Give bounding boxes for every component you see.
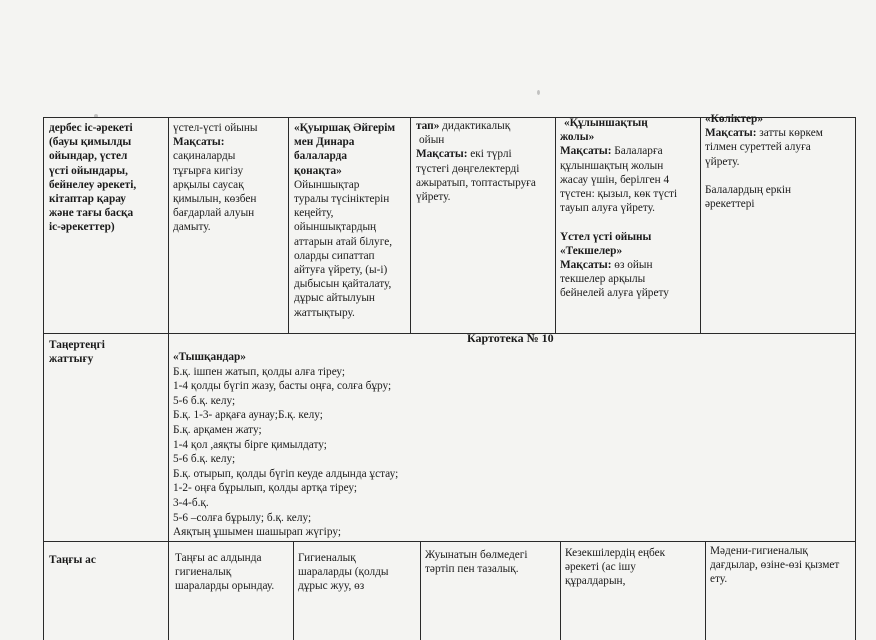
game-title: Үстел үсті ойыны	[560, 230, 652, 243]
goal-line	[560, 144, 677, 158]
card-title: Картотека № 10	[467, 331, 554, 345]
goal-text: Балаларға	[611, 145, 663, 158]
breakfast-line: дұрыс жуу, өз	[298, 580, 365, 593]
goal-line: айтуға үйрету, (ы-і)	[294, 264, 388, 277]
breakfast-line: дағдылар, өзіне-өзі қызмет	[710, 559, 840, 572]
category-line: кітаптар қарау	[49, 193, 126, 206]
scan-speck	[537, 90, 540, 95]
exercise-cell	[173, 350, 398, 540]
goal-line: тұғырға кигізу	[173, 164, 244, 177]
friday-activity-cell	[705, 112, 823, 211]
breakfast-friday-cell	[710, 544, 839, 587]
goal-line: түстегі дөңгелектерді	[416, 162, 520, 175]
breakfast-line: Кезекшілердің еңбек	[565, 547, 666, 559]
goal-line: ойыншықтардың	[294, 221, 377, 234]
exercise-step: Б.қ. ішпен жатып, қолды алға тіреу;	[173, 365, 346, 378]
game-type-text: дидактикалық	[439, 120, 511, 132]
wednesday-activity-cell	[416, 119, 536, 204]
exercise-step: 1-4 қолды бүгіп жазу, басты оңға, солға бұру;	[173, 380, 392, 393]
game-title: балаларда	[294, 150, 347, 163]
exercise-step: Б.қ. арқамен жату;	[173, 423, 262, 436]
table-rule	[705, 542, 706, 640]
goal-line: үйрету.	[705, 155, 740, 168]
thursday-activity-cell	[560, 116, 677, 301]
goal-line: жасау үшін, берілген 4	[560, 173, 670, 186]
goal-line: құлыншақтың жолын	[560, 159, 664, 172]
goal-line: дұрыс айтылуын	[294, 292, 375, 305]
free-activity-line: әрекеттері	[705, 198, 755, 211]
exercise-step: Б.қ. отырып, қолды бүгіп кеуде алдында ұстау;	[173, 467, 399, 480]
table-rule	[420, 542, 421, 640]
goal-text: затты көркем	[756, 127, 823, 140]
goal-line: дыбысын қайталату,	[294, 278, 392, 291]
table-rule	[43, 333, 856, 334]
goal-line: жаттықтыру.	[294, 306, 355, 319]
table-rule	[410, 117, 411, 333]
goal-text: өз ойын	[611, 259, 653, 272]
category-line: және тағы басқа	[49, 207, 134, 220]
breakfast-line: шараларды орындау.	[175, 580, 275, 593]
exercise-step: Аяқтың ұшымен шашырап жүгіру;	[173, 526, 341, 539]
category-line: бейнелеу әрекеті,	[49, 178, 137, 191]
category-line: (бауы қимылды	[49, 136, 132, 149]
breakfast-line: Гигиеналық	[298, 552, 356, 564]
exercise-step: 5-6 б.қ. келу;	[173, 394, 236, 407]
game-title: қонақта»	[294, 164, 342, 177]
table-rule	[293, 542, 294, 640]
table-rule	[43, 541, 856, 542]
breakfast-label	[49, 553, 96, 567]
game-type: үстел-үсті ойыны	[173, 122, 258, 134]
breakfast-line: құралдарын,	[565, 575, 626, 588]
goal-label: Мақсаты:	[560, 259, 612, 272]
category-line: іс-әрекеттер)	[49, 221, 115, 234]
exercise-title: «Тышқандар»	[173, 351, 246, 363]
game-title: мен Динара	[294, 136, 355, 149]
breakfast-line: шараларды (қолды	[298, 566, 389, 579]
goal-line: тауып алуға үйрету.	[560, 202, 655, 215]
goal-line: аттарын атай білуге,	[294, 235, 393, 248]
goal-line: туралы түсініктерін	[294, 193, 390, 206]
goal-line	[705, 126, 823, 140]
tuesday-activity-cell	[294, 121, 395, 320]
breakfast-line: әрекеті (ас ішу	[565, 561, 636, 574]
goal-line: бейнелей алуға үйрету	[560, 287, 669, 300]
row-label-line: Таңертеңгі	[49, 339, 105, 351]
breakfast-line: тәртіп пен тазалық.	[425, 563, 519, 576]
category-line: үсті ойындары,	[49, 164, 128, 177]
table-rule	[168, 117, 169, 640]
goal-line	[416, 147, 536, 161]
goal-line	[560, 258, 677, 272]
exercise-step: 1-4 қол ,аяқты бірге қимылдату;	[173, 438, 327, 451]
morning-exercise-label	[49, 338, 105, 366]
game-title: «Текшелер»	[560, 244, 623, 257]
goal-label: Мақсаты:	[705, 127, 757, 140]
spacer	[560, 215, 677, 229]
exercise-step: 5-6 б.қ. келу;	[173, 453, 236, 466]
game-title: «Қуыршақ Әйгерім	[294, 122, 396, 134]
breakfast-line: ету.	[710, 573, 728, 586]
game-title-end: тап»	[416, 120, 440, 132]
game-type	[416, 119, 536, 133]
goal-line: үйрету.	[416, 191, 451, 204]
goal-text: екі түрлі	[467, 148, 512, 161]
game-title: «Көліктер»	[705, 113, 763, 125]
goal-line: кеңейту,	[294, 207, 334, 220]
goal-label: Мақсаты:	[173, 136, 225, 149]
goal-label: Мақсаты:	[560, 145, 612, 158]
breakfast-line: Таңғы ас алдында	[175, 552, 262, 564]
goal-line: дамыту.	[173, 221, 211, 234]
table-rule	[560, 542, 561, 640]
goal-line: түстен: қызыл, көк түсті	[560, 188, 678, 201]
goal-line: ажыратып, топтастыруға	[416, 176, 536, 189]
monday-activity-cell	[173, 121, 258, 235]
table-rule	[43, 117, 44, 640]
breakfast-monday-cell	[175, 551, 274, 594]
table-rule	[855, 117, 856, 640]
game-type: ойын	[419, 134, 445, 147]
category-line: ойындар, үстел	[49, 150, 128, 163]
row-label-line: Таңғы ас	[49, 554, 96, 566]
breakfast-line: Жуынатын бөлмедегі	[425, 549, 528, 561]
exercise-step: 1-2- оңға бұрылып, қолды артқа тіреу;	[173, 482, 358, 495]
category-line: дербес іс-әрекеті	[49, 122, 133, 134]
breakfast-tuesday-cell	[298, 551, 389, 594]
spacer	[705, 169, 823, 183]
goal-line: арқылы саусақ	[173, 178, 244, 191]
breakfast-thursday-cell	[565, 546, 665, 589]
goal-line: қимылын, көзбен	[173, 193, 257, 206]
goal-line: Ойыншықтар	[294, 178, 360, 191]
goal-line: тілмен суреттей алуға	[705, 141, 811, 154]
table-rule	[555, 117, 556, 333]
breakfast-line: Мәдени-гигиеналық	[710, 545, 808, 557]
goal-line: бағдарлай алуын	[173, 207, 255, 220]
goal-line: сақиналарды	[173, 150, 236, 163]
game-title: жолы»	[560, 131, 595, 144]
breakfast-line: гигиеналық	[175, 566, 232, 579]
exercise-step: 3-4-б.қ.	[173, 496, 209, 509]
free-activity-line: Балалардың еркін	[705, 184, 792, 197]
row-label-line: жаттығу	[49, 353, 94, 366]
table-rule	[288, 117, 289, 333]
exercise-step: Б.қ. 1-3- арқаға аунау;Б.қ. келу;	[173, 409, 323, 422]
breakfast-wednesday-cell	[425, 548, 528, 576]
game-title: «Құлыншақтың	[564, 117, 648, 129]
goal-line: оларды сипаттап	[294, 249, 375, 262]
goal-label: Мақсаты:	[416, 148, 468, 161]
goal-line: текшелер арқылы	[560, 273, 646, 286]
activity-category-cell	[49, 121, 136, 235]
exercise-step: 5-6 –солға бұрылу; б.қ. келу;	[173, 511, 312, 524]
table-rule	[700, 117, 701, 333]
